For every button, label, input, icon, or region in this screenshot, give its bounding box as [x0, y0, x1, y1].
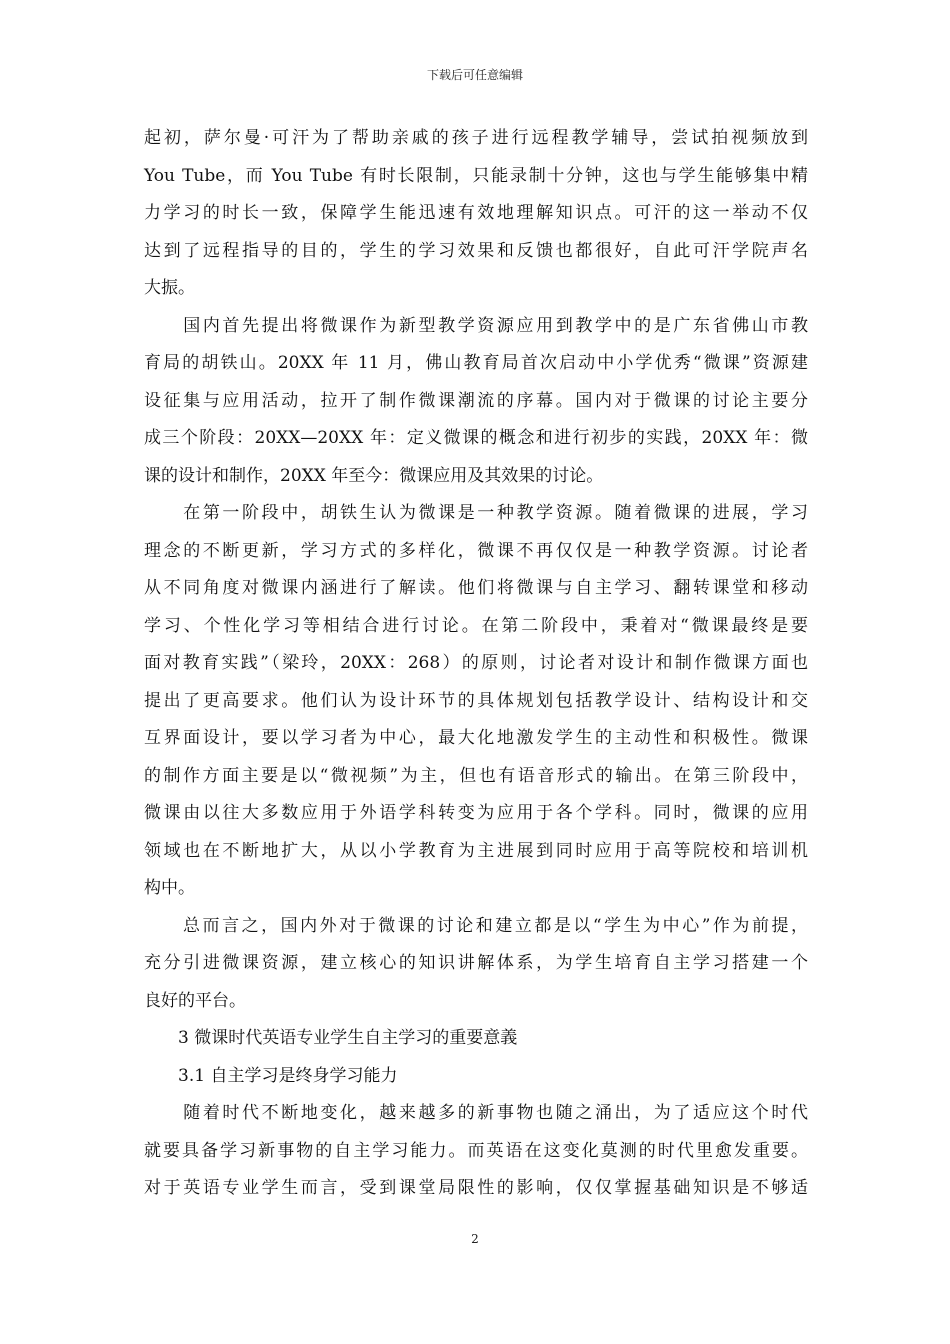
- text-line: 力学习的时长一致，保障学生能迅速有效地理解知识点。可汗的这一举动不仅: [144, 203, 808, 223]
- text-line: 领域也在不断地扩大，从以小学教育为主进展到同时应用于高等院校和培训机: [144, 840, 808, 861]
- text-line: 3.1 自主学习是终身学习能力: [144, 1065, 398, 1086]
- text-line: 在第一阶段中，胡铁生认为微课是一种教学资源。随着微课的进展，学习: [144, 503, 808, 523]
- page-header: 下载后可任意编辑: [426, 68, 523, 82]
- text-line: 学习、个性化学习等相结合进行讨论。在第二阶段中，秉着对“微课最终是要: [144, 615, 808, 636]
- text-line: 微课由以往大多数应用于外语学科转变为应用于各个学科。同时，微课的应用: [144, 803, 808, 823]
- text-line: 充分引进微课资源，建立核心的知识讲解体系，为学生培育自主学习搭建一个: [144, 953, 808, 973]
- text-line: 面对教育实践”（梁玲，20XX：268）的原则，讨论者对设计和制作微课方面也: [144, 653, 808, 673]
- text-line: 对于英语专业学生而言，受到课堂局限性的影响，仅仅掌握基础知识是不够适: [144, 1178, 808, 1198]
- text-line: 3 微课时代英语专业学生自主学习的重要意義: [144, 1028, 518, 1048]
- text-line: 理念的不断更新，学习方式的多样化，微课不再仅仅是一种教学资源。讨论者: [144, 540, 808, 561]
- text-line: 国内首先提出将微课作为新型教学资源应用到教学中的是广东省佛山市教: [144, 315, 808, 336]
- text-line: 随着时代不断地变化，越来越多的新事物也随之涌出，为了适应这个时代: [144, 1103, 808, 1123]
- text-line: 达到了远程指导的目的，学生的学习效果和反馈也都很好，自此可汗学院声名: [144, 240, 808, 261]
- text-line: 课的设计和制作，20XX 年至今：微课应用及其效果的讨论。: [144, 465, 604, 486]
- text-line: 良好的平台。: [144, 990, 246, 1011]
- text-line: 大振。: [144, 278, 195, 298]
- text-line: 从不同角度对微课内涵进行了解读。他们将微课与自主学习、翻转课堂和移动: [144, 578, 808, 598]
- text-line: 成三个阶段：20XX—20XX 年：定义微课的概念和进行初步的实践，20XX 年：微: [144, 428, 808, 448]
- text-line: 设征集与应用活动，拉开了制作微课潮流的序幕。国内对于微课的讨论主要分: [144, 390, 808, 411]
- text-line: 起初，萨尔曼·可汗为了帮助亲戚的孩子进行远程教学辅导，尝试拍视频放到: [144, 128, 808, 148]
- text-line: 就要具备学习新事物的自主学习能力。而英语在这变化莫测的时代里愈发重要。: [144, 1140, 808, 1161]
- text-line: You Tube，而 You Tube 有时长限制，只能录制十分钟，这也与学生能够集中精: [144, 165, 808, 186]
- text-line: 的制作方面主要是以“微视频”为主，但也有语音形式的输出。在第三阶段中，: [144, 765, 808, 786]
- body-text: [144, 120, 808, 1208]
- page-number: 2: [471, 1232, 479, 1246]
- text-line: 提出了更高要求。他们认为设计环节的具体规划包括教学设计、结构设计和交: [144, 690, 808, 711]
- text-line: 互界面设计，要以学习者为中心，最大化地激发学生的主动性和积极性。微课: [144, 728, 808, 748]
- text-line: 总而言之，国内外对于微课的讨论和建立都是以“学生为中心”作为前提，: [144, 915, 808, 936]
- text-line: 育局的胡铁山。20XX 年 11 月，佛山教育局首次启动中小学优秀“微课”资源建: [144, 353, 808, 373]
- text-line: 构中。: [144, 878, 195, 898]
